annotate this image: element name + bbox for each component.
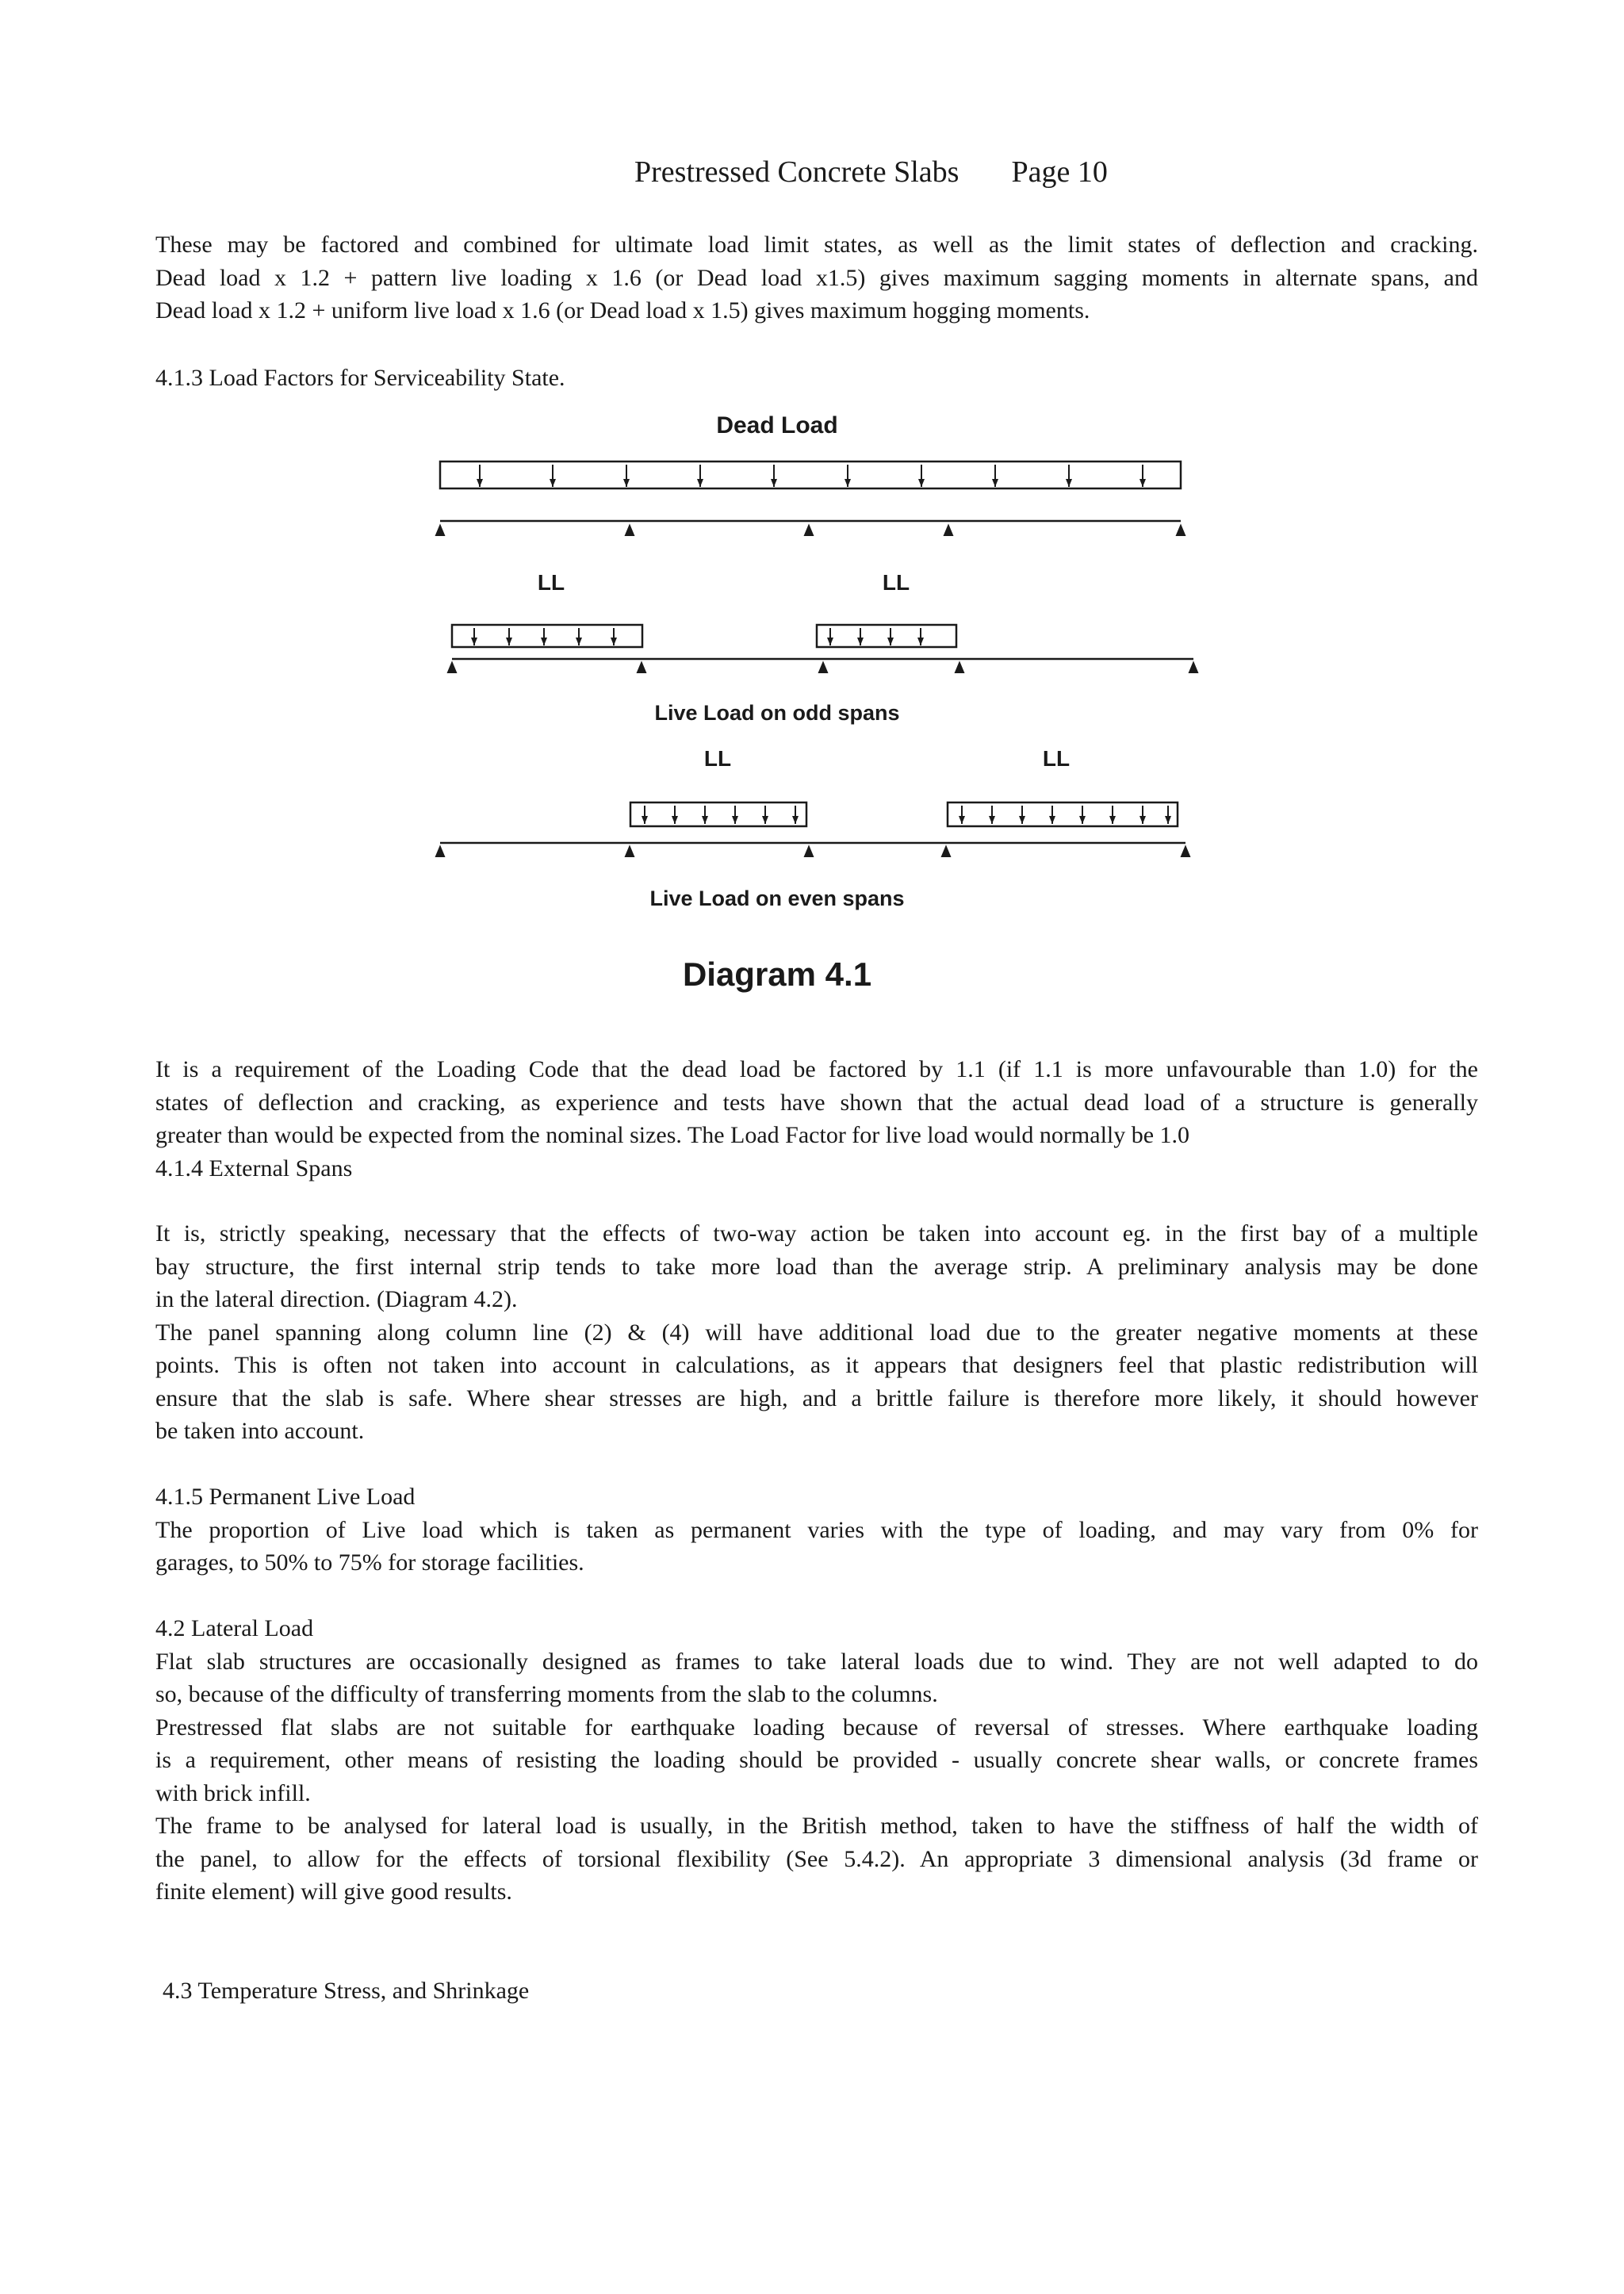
odd-spans-caption: Live Load on odd spans bbox=[654, 701, 900, 725]
text-line: be taken into account. bbox=[155, 1418, 365, 1444]
even-spans-caption: Live Load on even spans bbox=[649, 887, 905, 910]
text-line: so, because of the difficulty of transferring moments from the slab to the columns. bbox=[155, 1681, 938, 1707]
text-line: garages, to 50% to 75% for storage facilities. bbox=[155, 1549, 584, 1576]
text-line: greater than would be expected from the nominal sizes. The Load Factor for live load would normally be 1.0 bbox=[155, 1122, 1190, 1148]
section-heading-4-1-4: 4.1.4 External Spans bbox=[155, 1155, 353, 1181]
live-load-arrows bbox=[645, 806, 1168, 824]
text-line: in the lateral direction. (Diagram 4.2). bbox=[155, 1286, 518, 1312]
text-line: ensure that the slab is safe. Where shear stresses are high, and a brittle failure is therefore more likely, it should however bbox=[155, 1384, 1478, 1411]
page-number: Page 10 bbox=[1011, 155, 1108, 189]
live-load-arrows bbox=[474, 628, 921, 645]
section-heading-4-1-3: 4.1.3 Load Factors for Serviceability State. bbox=[155, 365, 565, 391]
text-line: Prestressed flat slabs are not suitable for earthquake loading because of reversal of stresses. Where earthquake loading bbox=[155, 1714, 1478, 1741]
ll-label: LL bbox=[537, 570, 565, 595]
ll-label: LL bbox=[1042, 746, 1071, 771]
diagram-title: Diagram 4.1 bbox=[682, 956, 872, 993]
text-line: states of deflection and cracking, as experience and tests have shown that the actual dead load of a structure is generally bbox=[155, 1089, 1478, 1116]
text-line: bay structure, the first internal strip tends to take more load than the average strip. A preliminary analysis may be done bbox=[155, 1253, 1478, 1280]
text-line: Dead load x 1.2 + pattern live loading x 1.6 (or Dead load x1.5) gives maximum sagging moments in alternate spans, and bbox=[155, 264, 1478, 291]
permanent-live-load-paragraph bbox=[155, 1480, 1478, 1580]
text-line: These may be factored and combined for ultimate load limit states, as well as the limit states of deflection and cracking. bbox=[155, 232, 1478, 258]
text-line: The panel spanning along column line (2) & (4) will have additional load due to the greater negative moments at these bbox=[155, 1319, 1478, 1346]
supports bbox=[436, 526, 1185, 535]
text-line: finite element) will give good results. bbox=[155, 1878, 512, 1905]
ll-label: LL bbox=[882, 570, 910, 595]
page-header bbox=[634, 155, 1108, 190]
text-line: Flat slab structures are occasionally designed as frames to take lateral loads due to wind. They are not well adapted to do bbox=[155, 1648, 1478, 1675]
dead-load-arrows bbox=[480, 465, 1143, 487]
section-heading-4-2: 4.2 Lateral Load bbox=[155, 1615, 314, 1641]
supports bbox=[448, 663, 1197, 672]
text-line: with brick infill. bbox=[155, 1779, 311, 1806]
text-line: points. This is often not taken into account in calculations, as it appears that designers feel that plastic redistribution will bbox=[155, 1352, 1478, 1378]
lateral-load-paragraph bbox=[155, 1612, 1478, 1909]
ll-label: LL bbox=[703, 746, 732, 771]
section-heading-4-3: 4.3 Temperature Stress, and Shrinkage bbox=[163, 1978, 530, 2004]
text-line: The proportion of Live load which is taken as permanent varies with the type of loading, and may vary from 0% for bbox=[155, 1516, 1478, 1543]
section-heading-4-1-5: 4.1.5 Permanent Live Load bbox=[155, 1484, 416, 1510]
text-line: the panel, to allow for the effects of torsional flexibility (See 5.4.2). An appropriate 3 dimensional analysis (3d frame or bbox=[155, 1845, 1478, 1872]
dead-load-label: Dead Load bbox=[716, 412, 838, 439]
load-diagram bbox=[412, 404, 1237, 999]
text-line: It is, strictly speaking, necessary that the effects of two-way action be taken into account eg. in the first bay of a multiple bbox=[155, 1220, 1478, 1247]
text-line: It is a requirement of the Loading Code that the dead load be factored by 1.1 (if 1.1 is more unfavourable than 1.0) for the bbox=[155, 1056, 1478, 1082]
live-load-block bbox=[630, 802, 806, 826]
supports bbox=[436, 847, 1189, 856]
dead-load-factor-paragraph bbox=[155, 1053, 1478, 1185]
text-line: is a requirement, other means of resisting the loading should be provided - usually concrete shear walls, or concrete frames bbox=[155, 1747, 1478, 1773]
text-line: The frame to be analysed for lateral load is usually, in the British method, taken to have the stiffness of half the width of bbox=[155, 1813, 1478, 1839]
external-spans-paragraph bbox=[155, 1217, 1478, 1448]
intro-paragraph bbox=[155, 228, 1478, 327]
document-title: Prestressed Concrete Slabs bbox=[634, 155, 959, 189]
text-line: Dead load x 1.2 + uniform live load x 1.6 (or Dead load x 1.5) gives maximum hogging moments. bbox=[155, 297, 1090, 324]
live-load-block bbox=[817, 625, 956, 647]
